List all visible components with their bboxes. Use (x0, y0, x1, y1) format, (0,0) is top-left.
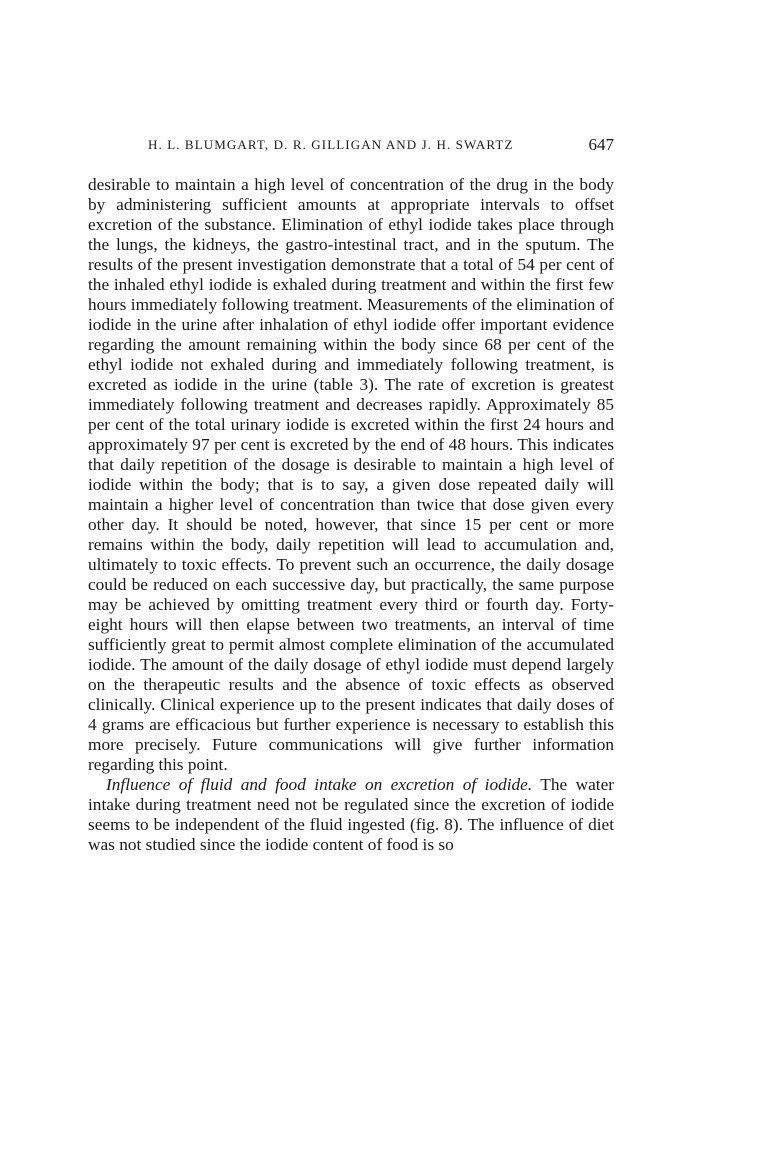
paragraph-fluid-food-intake (88, 775, 614, 855)
page-number: 647 (588, 135, 614, 154)
running-head-authors: H. L. BLUMGART, D. R. GILLIGAN AND J. H. SWARTZ (148, 137, 514, 152)
paragraph-fluid-food-text: The water intake during treatment need not be regulated since the excretion of iodide seems to be independent of the fluid ingested (fig. 8). The influence of diet was not studied since the iodide content of food is so (88, 775, 614, 854)
paragraph-ethyl-iodide-elimination: desirable to maintain a high level of concentration of the drug in the body by administering sufficient amounts at appropriate intervals to offset excretion of the substance. Elimination of ethyl iodide takes place through the lungs, the kidneys, the gastro-intestinal tract, and in the sputum. The results of the present investigation demonstrate that a total of 54 per cent of the inhaled ethyl iodide is exhaled during treatment and within the first few hours immediately following treatment. Measurements of the elimination of iodide in the urine after inhalation of ethyl iodide offer important evidence regarding the amount remaining within the body since 68 per cent of the ethyl iodide not exhaled during and immediately following treatment, is excreted as iodide in the urine (table 3). The rate of excretion is greatest immediately following treatment and decreases rapidly. Approximately 85 per cent of the total urinary iodide is excreted within the first 24 hours and approximately 97 per cent is excreted by the end of 48 hours. This indicates that daily repetition of the dosage is desirable to maintain a high level of iodide within the body; that is to say, a given dose repeated daily will maintain a higher level of concentration than twice that dose given every other day. It should be noted, however, that since 15 per cent or more remains within the body, daily repetition will lead to accumulation and, ultimately to toxic effects. To prevent such an occurrence, the daily dosage could be reduced on each successive day, but practically, the same purpose may be achieved by omitting treatment every third or fourth day. Forty-eight hours will then elapse between two treatments, an interval of time sufficiently great to permit almost complete elimination of the accumulated iodide. The amount of the daily dosage of ethyl iodide must depend largely on the therapeutic results and the absence of toxic effects as observed clinically. Clinical experience up to the present indicates that daily doses of 4 grams are efficacious but further experience is necessary to establish this more precisely. Future communications will give further information regarding this point. (88, 175, 614, 774)
body-text (88, 175, 614, 855)
running-head (88, 135, 614, 157)
section-run-in-heading: Influence of fluid and food intake on excretion of iodide. (106, 775, 533, 794)
